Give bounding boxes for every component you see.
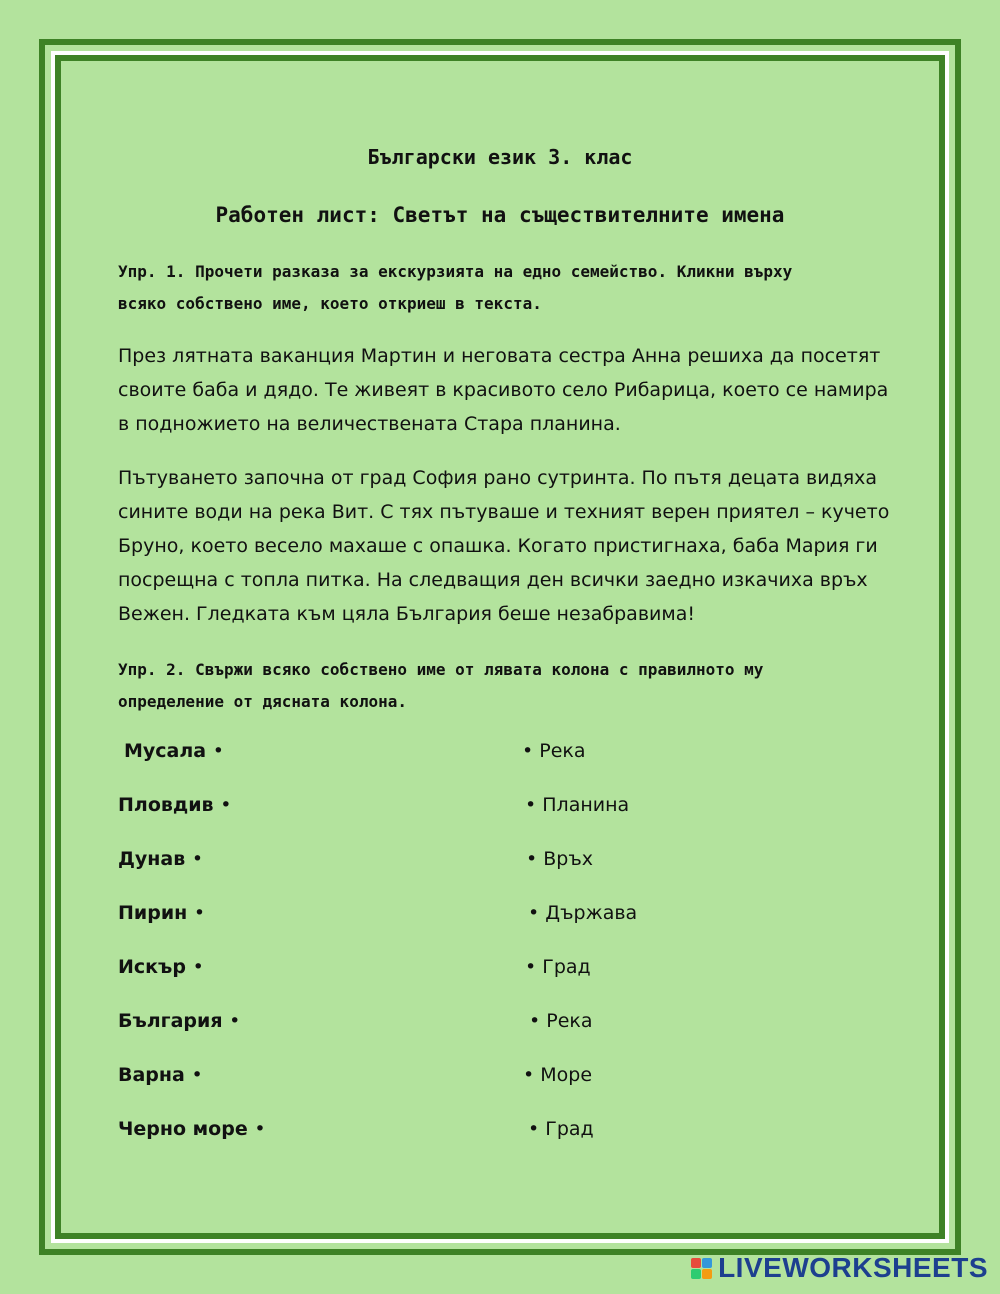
exercise1-instruction [118,256,888,320]
left-item-label: Дунав [118,848,186,870]
right-column-item[interactable] [525,794,629,816]
left-column-item[interactable] [118,848,203,870]
left-column-item[interactable] [118,1064,203,1086]
left-column-item[interactable] [124,740,224,762]
connector-dot[interactable]: • [191,1064,203,1086]
logo-block [691,1258,701,1268]
right-item-label: Град [542,956,591,978]
right-item-label: Планина [542,794,630,816]
left-column-item[interactable] [118,1010,240,1032]
right-column-item[interactable] [526,848,593,870]
left-column-item[interactable] [118,1118,266,1140]
liveworksheets-logo-icon [691,1258,712,1279]
exercise2-instruction [118,654,888,718]
connector-dot[interactable]: • [220,794,232,816]
right-column-item[interactable] [529,1010,593,1032]
right-item-label: Град [545,1118,594,1140]
connector-dot[interactable]: • [523,1064,535,1086]
left-item-label: Пловдив [118,794,214,816]
left-item-label: Черно море [118,1118,248,1140]
connector-dot[interactable]: • [192,956,204,978]
connector-dot[interactable]: • [193,902,206,924]
match-row [0,794,1000,824]
story-paragraph-1[interactable]: През лятната ваканция Мартин и неговата сестра Анна решиха да посетят своите баба и дядо. Те живеят в красивото село Рибарица, което се намира в подножието на величествената Стара планина. [118,345,889,435]
exercise2-instruction-line1: Упр. 2. Свържи всяко собствено име от лявата колона с правилното му [118,660,764,679]
right-column-item[interactable] [522,740,586,762]
logo-block [702,1258,712,1268]
right-column-item[interactable] [528,902,637,924]
left-item-label: Пирин [118,902,188,924]
connector-dot[interactable]: • [525,794,537,816]
left-column-item[interactable] [118,794,231,816]
right-column-item[interactable] [528,1118,594,1140]
connector-dot[interactable]: • [529,1010,541,1032]
right-column-item[interactable] [525,956,591,978]
exercise1-instruction-line2: всяко собствено име, което откриеш в текста. [118,294,542,313]
logo-block [702,1269,712,1279]
left-item-label: Варна [118,1064,185,1086]
left-item-label: Искър [118,956,186,978]
worksheet-title: Работен лист: Светът на съществителните имена [215,203,785,227]
match-row [0,1118,1000,1148]
right-column-item[interactable] [523,1064,592,1086]
match-row [0,848,1000,878]
story-paragraph-2[interactable]: Пътуването започна от град София рано сутринта. По пътя децата видяха сините води на река Вит. С тях пътуваше и техният верен приятел – кучето Бруно, което весело махаше с опашка. Когато пристигнаха, баба Мария ги посрещна с топла питка. На следващия ден всички заедно изкачиха връх Вежен. Гледката към цяла България беше незабравима! [118,467,890,625]
left-item-label: Мусала [124,740,207,762]
connector-dot[interactable]: • [522,740,534,762]
inner-frame-border [55,55,945,1239]
match-row [0,1064,1000,1094]
right-item-label: Море [540,1064,593,1086]
connector-dot[interactable]: • [528,902,540,924]
connector-dot[interactable]: • [229,1010,241,1032]
connector-dot[interactable]: • [526,848,538,870]
match-row [0,902,1000,932]
right-item-label: Държава [545,902,638,924]
left-item-label: България [118,1010,223,1032]
match-row [0,1010,1000,1040]
left-column-item[interactable] [118,956,204,978]
connector-dot[interactable]: • [254,1118,266,1140]
right-item-label: Река [546,1010,593,1032]
logo-block [691,1269,701,1279]
exercise2-instruction-line2: определение от дясната колона. [118,692,407,711]
left-column-item[interactable] [118,902,205,924]
connector-dot[interactable]: • [528,1118,540,1140]
liveworksheets-wordmark: LIVEWORKSHEETS [718,1252,988,1283]
match-row [0,956,1000,986]
connector-dot[interactable]: • [525,956,537,978]
match-row [0,740,1000,770]
liveworksheets-branding [691,1252,988,1284]
connector-dot[interactable]: • [191,848,204,870]
right-item-label: Река [539,740,586,762]
connector-dot[interactable]: • [212,740,224,762]
right-item-label: Връх [543,848,594,870]
story-text[interactable] [118,339,893,631]
subject-heading: Български език 3. клас [367,145,633,169]
exercise1-instruction-line1: Упр. 1. Прочети разказа за екскурзията на едно семейство. Кликни върху [118,262,793,281]
